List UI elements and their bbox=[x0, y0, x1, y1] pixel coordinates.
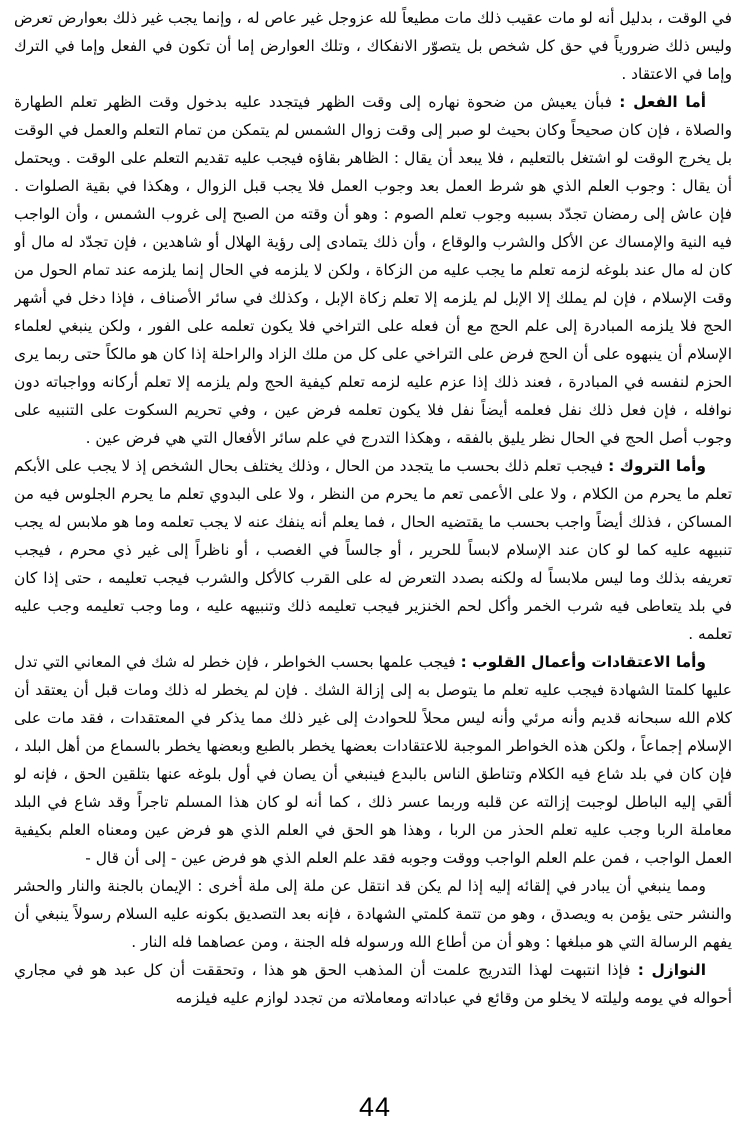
paragraph-opening bbox=[14, 4, 732, 88]
heading-abstentions: وأما التروك : bbox=[608, 457, 706, 475]
page-body bbox=[14, 4, 732, 1089]
paragraph-events bbox=[14, 956, 732, 1012]
paragraph-action-text: فبأن يعيش من ضحوة نهاره إلى وقت الظهر فيتجدد عليه بدخول وقت الظهر تعلم الطهارة والصلاة ، فإن كان صحيحاً وكان بحيث لو صبر إلى وقت زوال الشمس لم يتمكن من تمام التعلم والعمل في الوقت بل يخرج الوقت لو اشتغل بالتعليم ، فلا يبعد أن يقال : الظاهر بقاؤه فيجب عليه تقديم التعلم على الوقت . ويحتمل أن يقال : وجوب العلم الذي هو شرط العمل بعد وجوب العمل فلا يجب قبل الزوال ، وهكذا في بقية الصلوات . فإن عاش إلى رمضان تجدّد بسببه وجوب تعلم الصوم : وهو أن وقته من الصبح إلى غروب الشمس ، وأن الواجب فيه النية والإمساك عن الأكل والشرب والوقاع ، وأن ذلك يتمادى إلى رؤية الهلال أو شاهدين ، فإن تجدّد له مال أو كان له مال عند بلوغه لزمه تعلم ما يجب عليه من الزكاة ، ولكن لا يلزمه في الحال إنما يلزمه عند تمام الحول من وقت الإسلام ، فإن لم يملك إلا الإبل لم يلزمه إلا تعلم زكاة الإبل ، وكذلك في سائر الأصناف ، فإذا دخل في أشهر الحج فلا يلزمه المبادرة إلى علم الحج مع أن فعله على التراخي فلا يكون تعلمه على الفور ، ولكن ينبغي لعلماء الإسلام أن ينبهوه على أن الحج فرض على التراخي على كل من ملك الزاد والراحلة إذا كان هو مالكاً حتى ربما يرى الحزم لنفسه في المبادرة ، فعند ذلك إذا عزم عليه لزمه تعلم كيفية الحج ولم يلزمه إلا تعلم أركانه وواجباته دون نوافله ، فإن فعل ذلك نفل فعلمه أيضاً نفل فلا يكون تعلمه فرض عين ، وفي تحريم السكوت على التنبيه على وجوب أصل الحج في الحال نظر يليق بالفقه ، وهكذا التدرج في علم سائر الأفعال التي هي فرض عين . bbox=[14, 93, 732, 447]
heading-action: أما الفعل : bbox=[619, 93, 706, 111]
heading-events: النوازل : bbox=[637, 961, 706, 979]
paragraph-afterlife-text: ومما ينبغي أن يبادر في إلقائه إليه إذا لم يكن قد انتقل عن ملة إلى ملة أخرى : الإيمان بالجنة والنار والحشر والنشر حتى يؤمن به ويصدق ، وهو من تتمة كلمتي الشهادة ، فإنه بعد التصديق بكونه عليه السلام رسولاً ينبغي أن يفهم الرسالة التي هو مبلغها : وهو أن من أطاع الله ورسوله فله الجنة ، ومن عصاهما فله النار . bbox=[14, 877, 732, 951]
paragraph-abstentions-text: فيجب تعلم ذلك بحسب ما يتجدد من الحال ، وذلك يختلف بحال الشخص إذ لا يجب على الأبكم تعلم ما يحرم من الكلام ، ولا على الأعمى تعم ما يحرم من النظر ، ولا على البدوي تعلم ما يحرم الجلوس فيه من المساكن ، فذلك أيضاً واجب بحسب ما يقتضيه الحال ، فما يعلم أنه ينفك عنه لا يجب تعلمه وما هو ملابس له يجب تنبيهه عليه كما لو كان عند الإسلام لابساً للحرير ، أو جالساً في الغصب ، أو ناظراً إلى غير ذي محرم ، فيجب تعريفه بذلك وما ليس ملابساً له ولكنه بصدد التعرض له على القرب كالأكل والشرب فيجب تعليمه ، حتى إذا كان في بلد يتعاطى فيه شرب الخمر وأكل لحم الخنزير فيجب تعليمه ذلك وتنبيهه عليه ، وما وجب تعليمه وجب عليه تعلمه . bbox=[14, 457, 732, 643]
paragraph-events-text: فإذا انتبهت لهذا التدريج علمت أن المذهب الحق هو هذا ، وتحققت أن كل عبد هو في مجاري أحواله في يومه وليلته لا يخلو من وقائع في عباداته ومعاملاته من تجدد لوازم عليه فيلزمه bbox=[14, 961, 732, 1007]
heading-beliefs: وأما الاعتقادات وأعمال القلوب : bbox=[460, 653, 706, 671]
page-number: 44 bbox=[358, 1092, 392, 1122]
paragraph-beliefs-text: فيجب علمها بحسب الخواطر ، فإن خطر له شك في المعاني التي تدل عليها كلمتا الشهادة فيجب عليه تعلم ما يتوصل به إلى إزالة الشك . فإن لم يخطر له ذلك ومات قبل أن يعتقد أن كلام الله سبحانه قديم وأنه مرئي وأنه ليس محلاً للحوادث إلى غير ذلك مما يذكر في المعتقدات ، فقد مات على الإسلام إجماعاً ، ولكن هذه الخواطر الموجبة للاعتقادات بعضها يخطر بالطبع وبعضها يخطر بالسماع من أهل البلد ، فإن كان في بلد شاع فيه الكلام وتناطق الناس بالبدع فينبغي أن يصان في أول بلوغه عنها بتلقين الحق ، فإنه لو ألقي إليه الباطل لوجبت إزالته عن قلبه وربما عسر ذلك ، كما أنه لو كان هذا المسلم تاجراً وقد شاع في البلد معاملة الربا وجب عليه تعلم الحذر من الربا ، وهذا هو الحق في العلم الذي هو فرض عين ومعناه العلم بكيفية العمل الواجب ، فمن علم العلم الواجب ووقت وجوبه فقد علم العلم الذي هو فرض عين - إلى أن قال - bbox=[14, 653, 732, 867]
paragraph-beliefs bbox=[14, 648, 732, 872]
paragraph-afterlife bbox=[14, 872, 732, 956]
paragraph-opening-text: في الوقت ، بدليل أنه لو مات عقيب ذلك مات مطيعاً لله عزوجل غير عاص له ، وإنما يجب غير ذلك بعوارض تعرض وليس ذلك ضرورياً في حق كل شخص بل يتصوّر الانفكاك ، وتلك العوارض إما أن تكون في الفعل وإما في الترك وإما في الاعتقاد . bbox=[14, 9, 732, 83]
paragraph-action bbox=[14, 88, 732, 452]
paragraph-abstentions bbox=[14, 452, 732, 648]
